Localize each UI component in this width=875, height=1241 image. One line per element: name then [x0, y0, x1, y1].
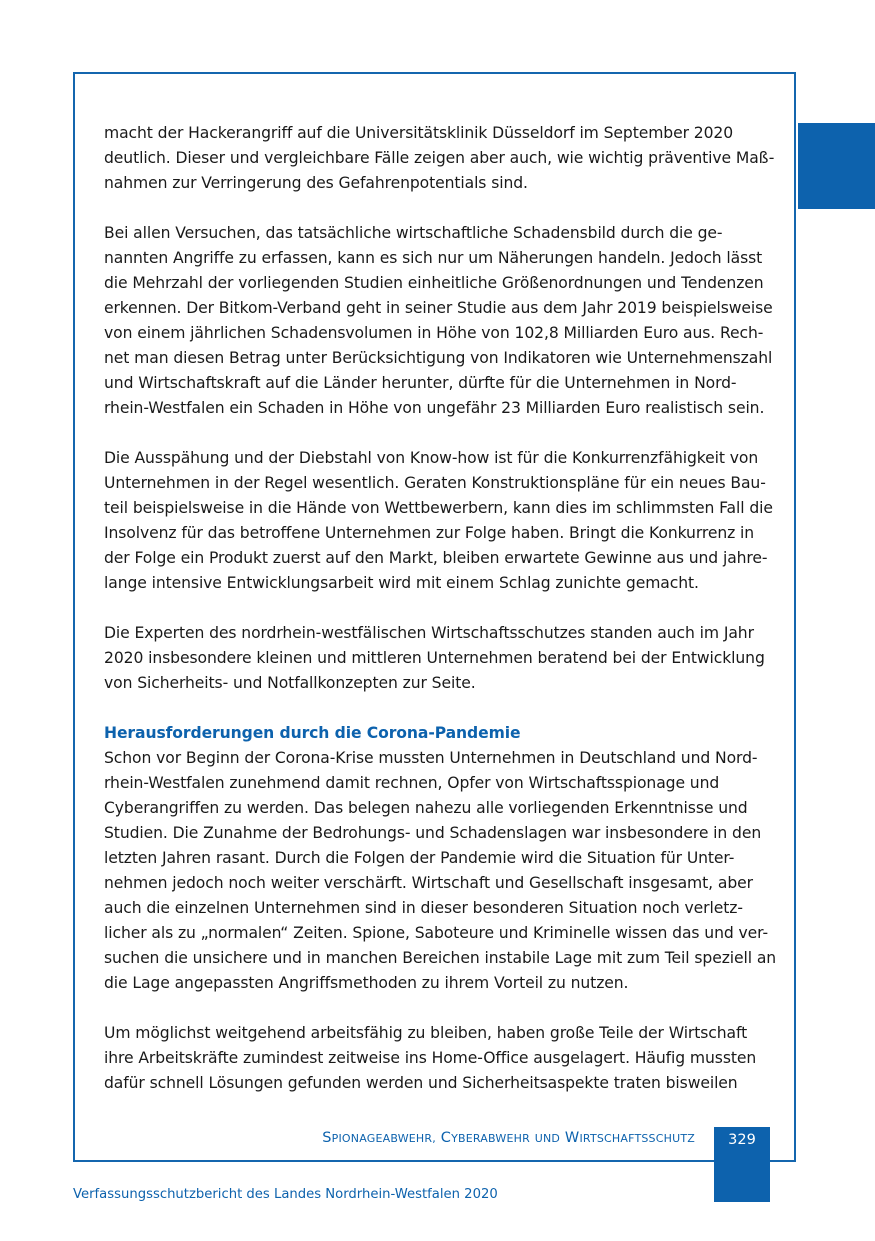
- paragraph-line: nahmen zur Verringerung des Gefahrenpotentials sind.: [104, 174, 528, 192]
- section-heading: Herausforderungen durch die Corona-Pandemie: [104, 724, 521, 742]
- paragraph-line: Unternehmen in der Regel wesentlich. Geraten Konstruktionspläne für ein neues Bau-: [104, 474, 766, 492]
- paragraph-line: net man diesen Betrag unter Berücksichtigung von Indikatoren wie Unternehmenszahl: [104, 349, 773, 367]
- paragraph-line: Die Experten des nordrhein-westfälischen Wirtschaftsschutzes standen auch im Jahr: [104, 624, 754, 642]
- paragraph-line: dafür schnell Lösungen gefunden werden und Sicherheitsaspekte traten bisweilen: [104, 1074, 738, 1092]
- paragraph-line: teil beispielsweise in die Hände von Wettbewerbern, kann dies im schlimmsten Fall die: [104, 499, 773, 517]
- paragraph-gap: [104, 696, 772, 721]
- paragraph-line: Die Ausspähung und der Diebstahl von Know-how ist für die Konkurrenzfähigkeit von: [104, 449, 759, 467]
- paragraph-line: und Wirtschaftskraft auf die Länder herunter, dürfte für die Unternehmen in Nord-: [104, 374, 737, 392]
- paragraph-line: suchen die unsichere und in manchen Bereichen instabile Lage mit zum Teil speziell an: [104, 949, 777, 967]
- paragraph-line: Cyberangriffen zu werden. Das belegen nahezu alle vorliegenden Erkenntnisse und: [104, 799, 748, 817]
- paragraph-line: die Mehrzahl der vorliegenden Studien einheitliche Größenordnungen und Tendenzen: [104, 274, 764, 292]
- page-number: 329: [728, 1132, 756, 1148]
- paragraph-line: erkennen. Der Bitkom-Verband geht in seiner Studie aus dem Jahr 2019 beispielsweise: [104, 299, 773, 317]
- paragraph-gap: [104, 596, 772, 621]
- paragraph-line: Um möglichst weitgehend arbeitsfähig zu bleiben, haben große Teile der Wirtschaft: [104, 1024, 748, 1042]
- paragraph-line: auch die einzelnen Unternehmen sind in dieser besonderen Situation noch verletz-: [104, 899, 743, 917]
- paragraph-line: macht der Hackerangriff auf die Universitätsklinik Düsseldorf im September 2020: [104, 124, 734, 142]
- running-footer-title: SPIONAGEABWEHR, CYBERABWEHR UND WIRTSCHAFTSSCHUTZ: [322, 1130, 695, 1146]
- paragraph-line: rhein-Westfalen zunehmend damit rechnen, Opfer von Wirtschaftsspionage und: [104, 774, 720, 792]
- body-text: [104, 121, 777, 1096]
- paragraph-line: letzten Jahren rasant. Durch die Folgen der Pandemie wird die Situation für Unter-: [104, 849, 735, 867]
- paragraph-line: die Lage angepassten Angriffsmethoden zu ihrem Vorteil zu nutzen.: [104, 974, 629, 992]
- paragraph-line: licher als zu „normalen“ Zeiten. Spione, Saboteure und Kriminelle wissen das und ver-: [104, 924, 768, 942]
- page-number-box: [714, 1127, 770, 1202]
- paragraph-line: Studien. Die Zunahme der Bedrohungs- und Schadenslagen war insbesondere in den: [104, 824, 762, 842]
- paragraph-gap: [104, 196, 772, 221]
- paragraph-gap: [104, 996, 772, 1021]
- paragraph-line: von einem jährlichen Schadensvolumen in Höhe von 102,8 Milliarden Euro aus. Rech-: [104, 324, 764, 342]
- paragraph-line: nannten Angriffe zu erfassen, kann es sich nur um Näherungen handeln. Jedoch lässt: [104, 249, 763, 267]
- paragraph-gap: [104, 421, 772, 446]
- paragraph-line: rhein-Westfalen ein Schaden in Höhe von ungefähr 23 Milliarden Euro realistisch sein.: [104, 399, 765, 417]
- paragraph-line: Insolvenz für das betroffene Unternehmen zur Folge haben. Bringt die Konkurrenz in: [104, 524, 755, 542]
- paragraph-line: der Folge ein Produkt zuerst auf den Markt, bleiben erwartete Gewinne aus und jahre-: [104, 549, 768, 567]
- chapter-tab-marker: [798, 123, 875, 209]
- paragraph-line: deutlich. Dieser und vergleichbare Fälle zeigen aber auch, wie wichtig präventive Maß-: [104, 149, 775, 167]
- paragraph-line: von Sicherheits- und Notfallkonzepten zur Seite.: [104, 674, 476, 692]
- paragraph-line: ihre Arbeitskräfte zumindest zeitweise ins Home-Office ausgelagert. Häufig mussten: [104, 1049, 757, 1067]
- paragraph-line: 2020 insbesondere kleinen und mittleren Unternehmen beratend bei der Entwicklung: [104, 649, 765, 667]
- publisher-line: Verfassungsschutzbericht des Landes Nordrhein-Westfalen 2020: [73, 1187, 498, 1202]
- paragraph-line: Bei allen Versuchen, das tatsächliche wirtschaftliche Schadensbild durch die ge-: [104, 224, 723, 242]
- paragraph-line: lange intensive Entwicklungsarbeit wird mit einem Schlag zunichte gemacht.: [104, 574, 699, 592]
- paragraph-line: Schon vor Beginn der Corona-Krise mussten Unternehmen in Deutschland und Nord-: [104, 749, 758, 767]
- paragraph-line: nehmen jedoch noch weiter verschärft. Wirtschaft und Gesellschaft insgesamt, aber: [104, 874, 753, 892]
